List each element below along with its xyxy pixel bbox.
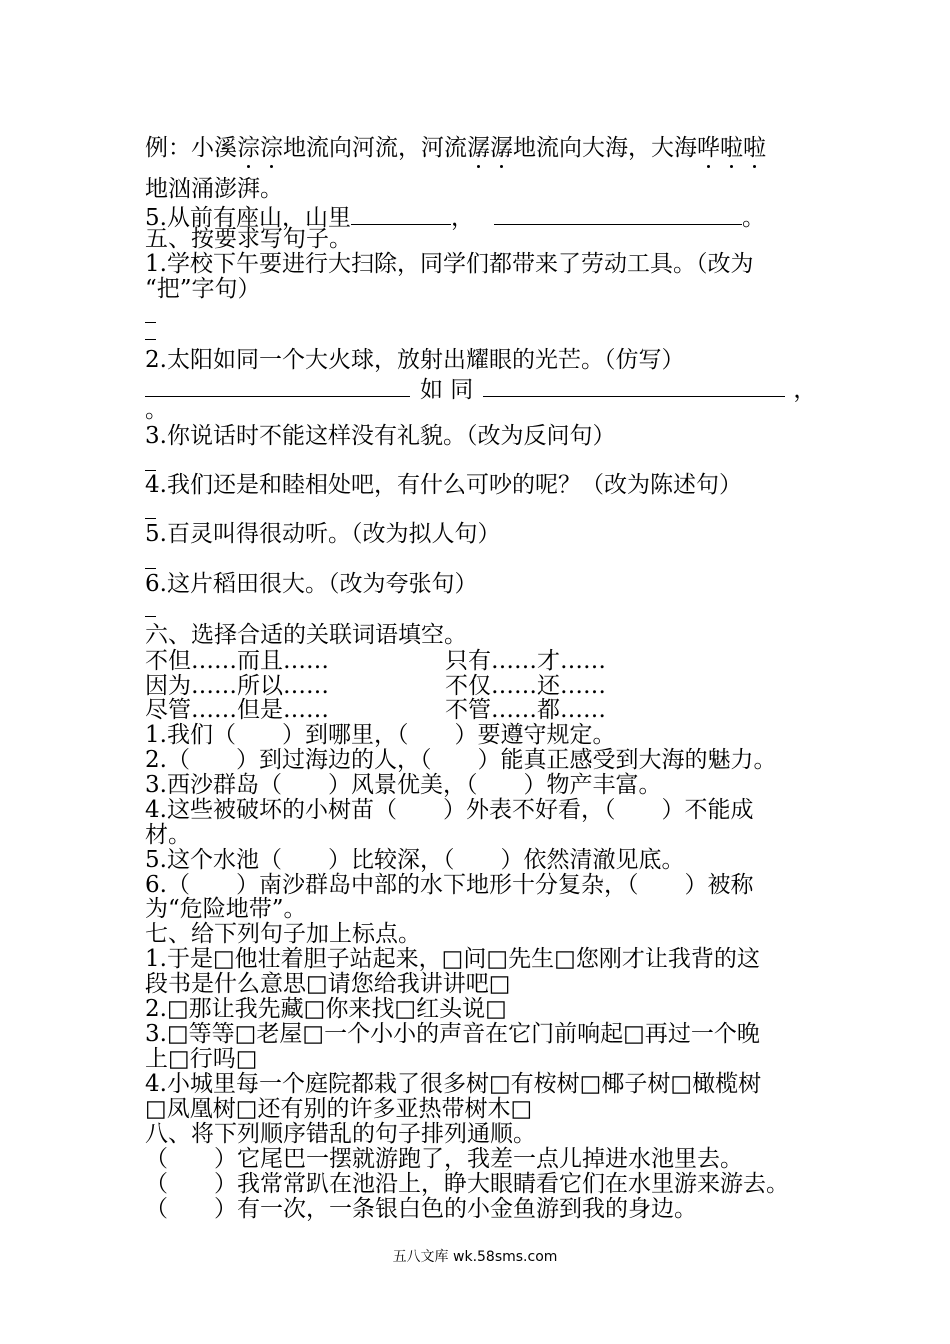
- imitation-middle-word: 如 同: [420, 377, 474, 403]
- s5-answer-line-4[interactable]: [145, 518, 156, 519]
- example-sentence-line1: [145, 135, 810, 161]
- fill-5-blank-1[interactable]: [351, 202, 451, 225]
- example-emphasis-3: 哗啦啦: [697, 135, 766, 161]
- section-8-heading: 八、将下列顺序错乱的句子排列通顺。: [145, 1121, 536, 1147]
- s5-answer-line-6[interactable]: [145, 616, 156, 617]
- footer-watermark: 五八文库 wk.58sms.com: [392, 1249, 558, 1265]
- section-5-heading: 五、按要求写句子。: [145, 226, 352, 252]
- s8-sentence-2: （ ）我常常趴在池沿上，睁大眼睛看它们在水里游来游去。: [145, 1171, 789, 1197]
- s5-answer-line-5[interactable]: [145, 568, 156, 569]
- imitation-comma: ，: [793, 377, 817, 403]
- imitation-blank-2[interactable]: [483, 374, 785, 397]
- example-middle-2: 地流向大海，大海: [513, 135, 697, 161]
- s5-question-2-end: 。: [145, 397, 168, 423]
- s7-question-4-line1: 4.小城里每一个庭院都栽了很多树□有桉树□椰子树□橄榄树: [145, 1071, 762, 1097]
- s5-answer-line-1b[interactable]: [145, 339, 156, 340]
- s7-question-4-line2: □凤凰树□还有别的许多亚热带树木□: [145, 1096, 533, 1122]
- conjunction-pair: 因为……所以……: [145, 673, 329, 699]
- s5-question-1-line1: 1.学校下午要进行大扫除，同学们都带来了劳动工具。（改为: [145, 251, 754, 277]
- s7-question-1-line2: 段书是什么意思□请您给我讲讲吧□: [145, 971, 511, 997]
- conjunction-row-2: [145, 673, 810, 699]
- fill-5-text: 5.从前有座山，山里: [145, 205, 351, 231]
- example-prefix: 例：小溪: [145, 135, 237, 161]
- conjunction-pair: 尽管……但是……: [145, 697, 329, 723]
- s6-question-6-line2: 为“危险地带”。: [145, 896, 307, 922]
- fill-5-comma: ，: [450, 205, 474, 231]
- s5-question-5: 5.百灵叫得很动听。（改为拟人句）: [145, 521, 501, 547]
- conjunction-pair: 只有……才……: [445, 648, 606, 674]
- s7-question-3-line1: 3.□等等□老屋□一个小小的声音在它门前响起□再过一个晚: [145, 1021, 760, 1047]
- s5-question-1-line2: “把”字句）: [145, 276, 261, 302]
- section-6-heading: 六、选择合适的关联词语填空。: [145, 622, 467, 648]
- s6-question-3: 3.西沙群岛（ ）风景优美，（ ）物产丰富。: [145, 772, 662, 798]
- s5-question-6: 6.这片稻田很大。（改为夸张句）: [145, 571, 478, 597]
- example-sentence-line2: 地汹涌澎湃。: [145, 176, 283, 202]
- example-emphasis-1: 淙淙: [237, 135, 283, 161]
- s6-question-5: 5.这个水池（ ）比较深，（ ）依然清澈见底。: [145, 847, 685, 873]
- s5-answer-line-3[interactable]: [145, 470, 156, 471]
- s6-question-4-line2: 材。: [145, 822, 191, 848]
- s7-question-2: 2.□那让我先藏□你来找□红头说□: [145, 996, 507, 1022]
- s6-question-2: 2.（ ）到过海边的人，（ ）能真正感受到大海的魅力。: [145, 747, 777, 773]
- conjunction-row-3: [145, 697, 810, 723]
- s6-question-4-line1: 4.这些被破坏的小树苗（ ）外表不好看，（ ）不能成: [145, 797, 754, 823]
- s6-question-6-line1: 6.（ ）南沙群岛中部的水下地形十分复杂，（ ）被称: [145, 872, 754, 898]
- s8-sentence-1: （ ）它尾巴一摆就游跑了，我差一点儿掉进水池里去。: [145, 1146, 743, 1172]
- fill-5-blank-2[interactable]: [494, 202, 742, 225]
- s6-question-1: 1.我们（ ）到哪里，（ ）要遵守规定。: [145, 722, 616, 748]
- s8-sentence-3: （ ）有一次，一条银白色的小金鱼游到我的身边。: [145, 1196, 697, 1222]
- conjunction-pair: 不仅……还……: [445, 673, 606, 699]
- s5-question-2: 2.太阳如同一个大火球，放射出耀眼的光芒。（仿写）: [145, 347, 685, 373]
- s7-question-3-line2: 上□行吗□: [145, 1046, 258, 1072]
- section-7-heading: 七、给下列句子加上标点。: [145, 921, 421, 947]
- conjunction-pair: 不管……都……: [445, 697, 606, 723]
- s5-answer-line-1[interactable]: [145, 322, 156, 323]
- s5-question-3: 3.你说话时不能这样没有礼貌。（改为反问句）: [145, 423, 616, 449]
- fill-5-period: 。: [741, 205, 765, 231]
- example-emphasis-2: 潺潺: [467, 135, 513, 161]
- s5-question-4: 4.我们还是和睦相处吧，有什么可吵的呢？（改为陈述句）: [145, 472, 742, 498]
- example-middle-1: 地流向河流，河流: [283, 135, 467, 161]
- conjunction-row-1: [145, 648, 810, 674]
- conjunction-pair: 不但……而且……: [145, 648, 329, 674]
- imitation-blank-1[interactable]: [145, 374, 410, 397]
- s7-question-1-line1: 1.于是□他壮着胆子站起来，□问□先生□您刚才让我背的这: [145, 946, 760, 972]
